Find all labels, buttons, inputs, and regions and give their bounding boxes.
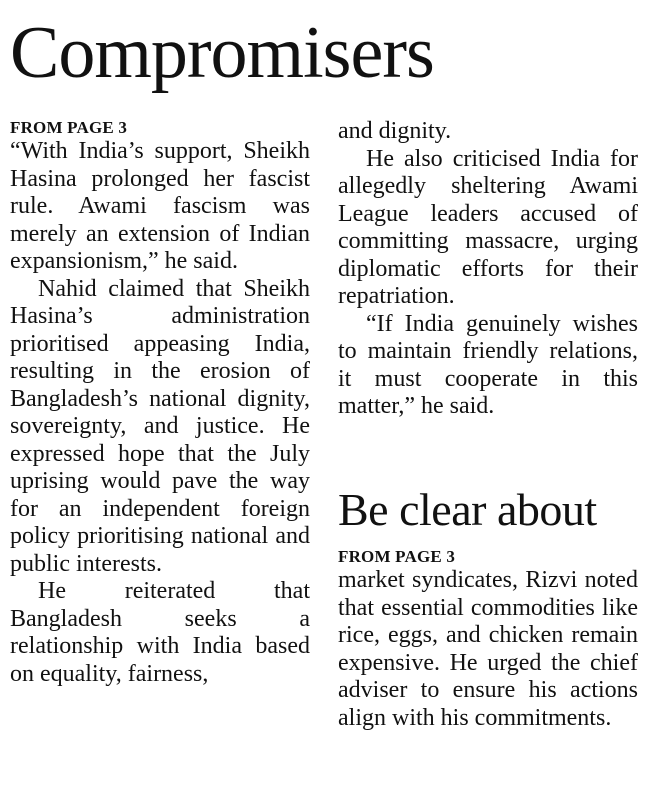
story-1-continued-paragraph-1: and dignity.	[338, 118, 452, 144]
story-2-column	[338, 547, 638, 732]
story-1-paragraph-1: “With India’s support, Sheikh Hasina prolonged her fascist rule. Awami fascism was merely an extension of Indian expansionism,” he said.	[10, 138, 310, 274]
story-2-headline: Be clear about	[338, 484, 597, 535]
story-1-paragraph-2: Nahid claimed that Sheikh Hasina’s administration prioritised appeasing India, resulting in the erosion of Bangladesh’s national dignity, sovereignty, and justice. He expressed hope that the July uprising would pave the way for an independent foreign policy prioritising national and public interests.	[10, 275, 310, 577]
story-2-paragraph-1: market syndicates, Rizvi noted that essential commodities like rice, eggs, and chicken remain expensive. He urged the chief adviser to ensure his actions align with his commitments.	[338, 567, 638, 731]
story-1-continued-paragraph-3: “If India genuinely wishes to maintain friendly relations, it must cooperate in this matter,” he said.	[338, 310, 638, 419]
story-1-left-column	[10, 118, 310, 688]
story-1-right-column	[338, 118, 638, 421]
story-1-continued-paragraph-2: He also criticised India for allegedly sheltering Awami League leaders accused of committing massacre, urging diplomatic efforts for their repatriation.	[338, 145, 638, 309]
story-1-headline: Compromisers	[10, 12, 434, 94]
story-1-kicker: FROM PAGE 3	[10, 118, 128, 137]
story-2-kicker: FROM PAGE 3	[338, 547, 456, 566]
story-1-paragraph-3: He reiterated that Bangladesh seeks a relationship with India based on equality, fairness,	[10, 578, 310, 687]
